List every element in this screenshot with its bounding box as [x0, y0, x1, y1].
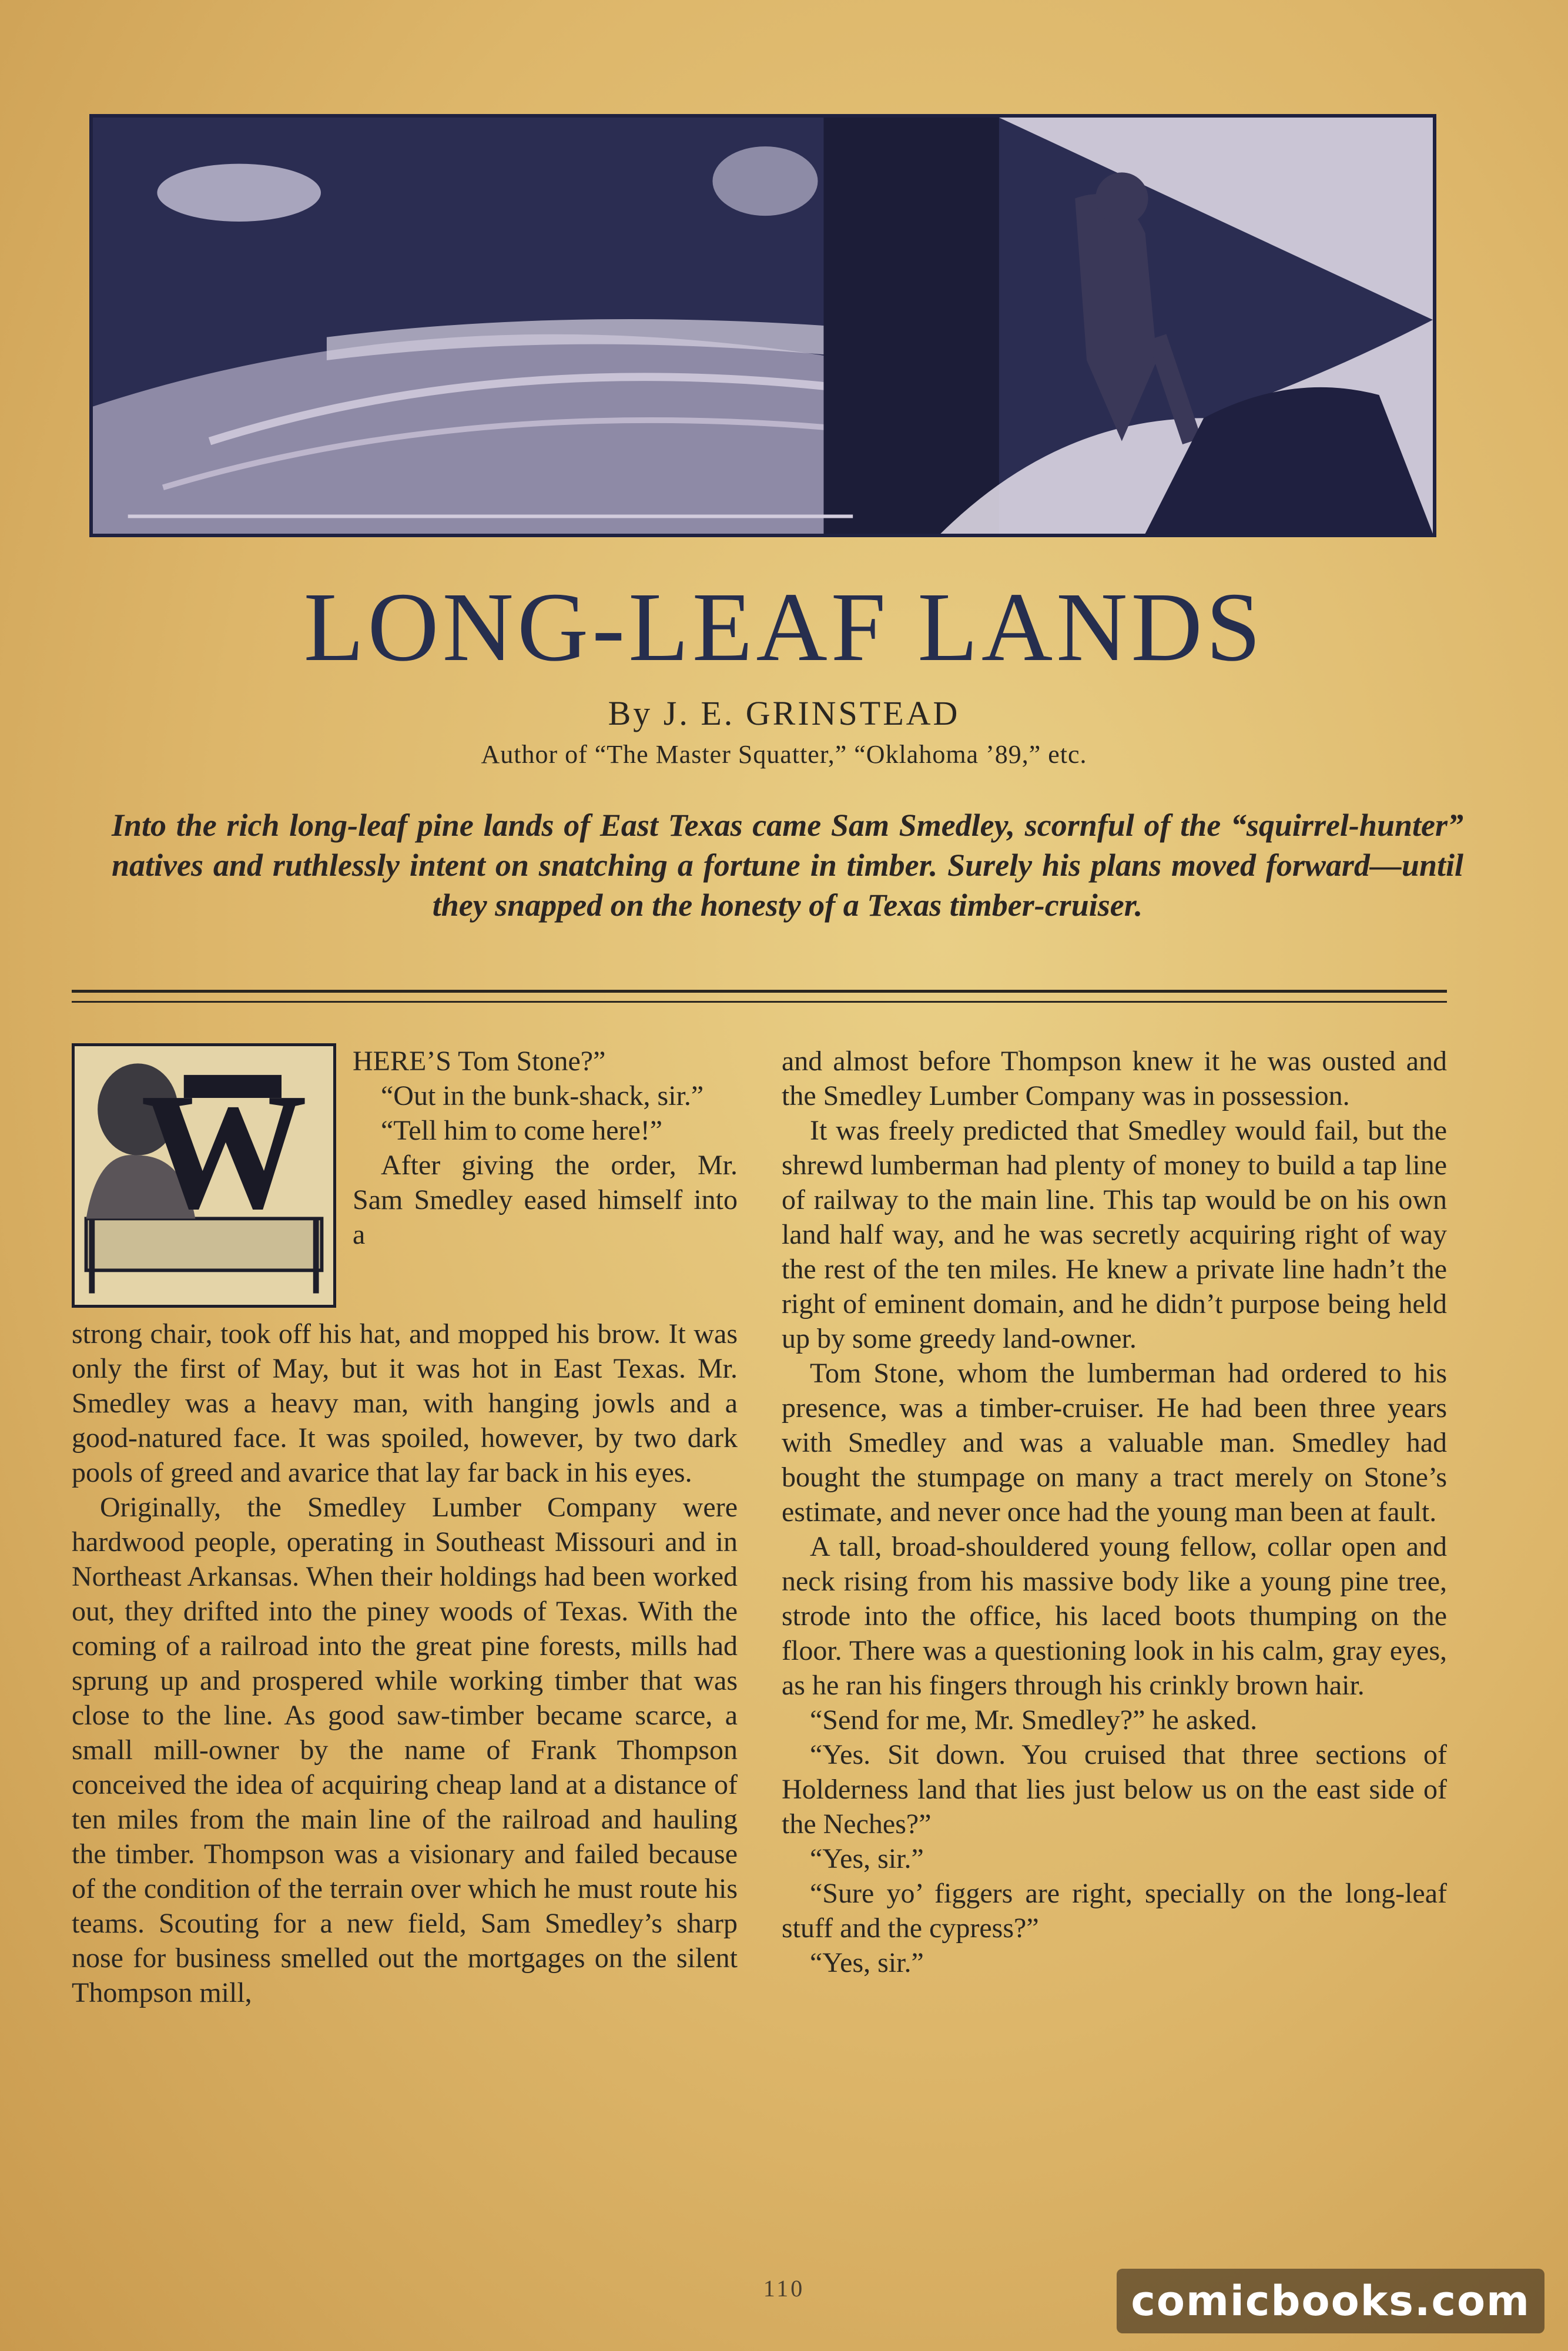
header-illustration	[89, 114, 1436, 537]
byline: By J. E. GRINSTEAD	[608, 694, 960, 732]
paragraph: “Yes, sir.”	[810, 1843, 924, 1874]
page-number: 110	[763, 2275, 805, 2302]
column-left-top	[353, 1044, 738, 1252]
paragraph: “Sure yo’ figgers are right, specially on the long-leaf stuff and the cypress?”	[782, 1878, 1447, 1944]
paragraph: A tall, broad-shouldered young fellow, collar open and neck rising from his massive body like a young pine tree, strode into the office, his laced boots thumping on the floor. There was a questioning look in his calm, gray eyes, as he ran his fingers through his crinkly brown hair.	[782, 1531, 1447, 1701]
paragraph: “Send for me, Mr. Smedley?” he asked.	[810, 1704, 1258, 1736]
forest-fight-illustration	[93, 118, 1433, 534]
paragraph: It was freely predicted that Smedley would fail, but the shrewd lumberman had plenty of money to build a tap line of railway to the main line. This tap would be on his own land half way, and he was secretly acquiring right of way the rest of the ten miles. He knew a private line hadn’t the right of eminent domain, and he didn’t purpose being held up by some greedy land-owner.	[782, 1115, 1447, 1354]
paragraph: strong chair, took off his hat, and mopped his brow. It was only the first of May, but it was hot in East Texas. Mr. Smedley was a heavy man, with hanging jowls and a good-natured face. It was spoiled, however, by two dark pools of greed and avarice that lay far back in his eyes.	[72, 1318, 738, 1488]
story-title: LONG-LEAF LANDS	[303, 572, 1265, 682]
column-right	[782, 1044, 1447, 1980]
paragraph: Originally, the Smedley Lumber Company were hardwood people, operating in Southeast Missouri and in Northeast Arkansas. When their holdings had been worked out, they drifted into the piney woods of Texas. With the coming of a railroad into the great pine forests, mills had sprung up and prospered while working timber that was close to the line. As good saw-timber became scarce, a small mill-owner by the name of Frank Thompson conceived the idea of acquiring cheap land at a distance of ten miles from the main line of the railroad and hauling the timber. Thompson was a visionary and failed because of the condition of the terrain over which he must route his teams. Scouting for a new field, Sam Smedley’s sharp nose for business smelled out the mortgages on the silent Thompson mill,	[72, 1492, 738, 2008]
double-rule-divider	[72, 990, 1447, 1003]
drop-cap-illustration	[72, 1043, 336, 1308]
paragraph: After giving the order, Mr. Sam Smedley eased himself into a	[353, 1150, 738, 1250]
author-credits: Author of “The Master Squatter,” “Oklahoma ’89,” etc.	[481, 740, 1087, 769]
paragraph: “Yes, sir.”	[810, 1947, 924, 1978]
paragraph: “Tell him to come here!”	[381, 1115, 663, 1146]
column-left-bottom	[72, 1317, 738, 2010]
drop-cap-letter: W	[140, 1059, 308, 1244]
drop-cap-svg	[75, 1046, 333, 1305]
watermark: comicbooks.com	[1117, 2269, 1544, 2333]
paragraph: Tom Stone, whom the lumberman had ordered to his presence, was a timber-cruiser. He had been three years with Smedley and was a valuable man. Smedley had bought the stumpage on many a tract merely on Stone’s estimate, and never once had the young man been at fault.	[782, 1358, 1447, 1528]
paragraph: HERE’S Tom Stone?”	[353, 1046, 606, 1077]
paragraph: “Out in the bunk-shack, sir.”	[381, 1080, 704, 1111]
paragraph: “Yes. Sit down. You cruised that three sections of Holderness land that lies just below us on the east side of the Neches?”	[782, 1739, 1447, 1840]
paragraph: and almost before Thompson knew it he was ousted and the Smedley Lumber Company was in possession.	[782, 1046, 1447, 1111]
story-blurb: Into the rich long-leaf pine lands of East Texas came Sam Smedley, scornful of the “squirrel-hunter” natives and ruthlessly intent on snatching a fortune in timber. Surely his plans moved forward—until they snapped on the honesty of a Texas timber-cruiser.	[112, 808, 1463, 923]
